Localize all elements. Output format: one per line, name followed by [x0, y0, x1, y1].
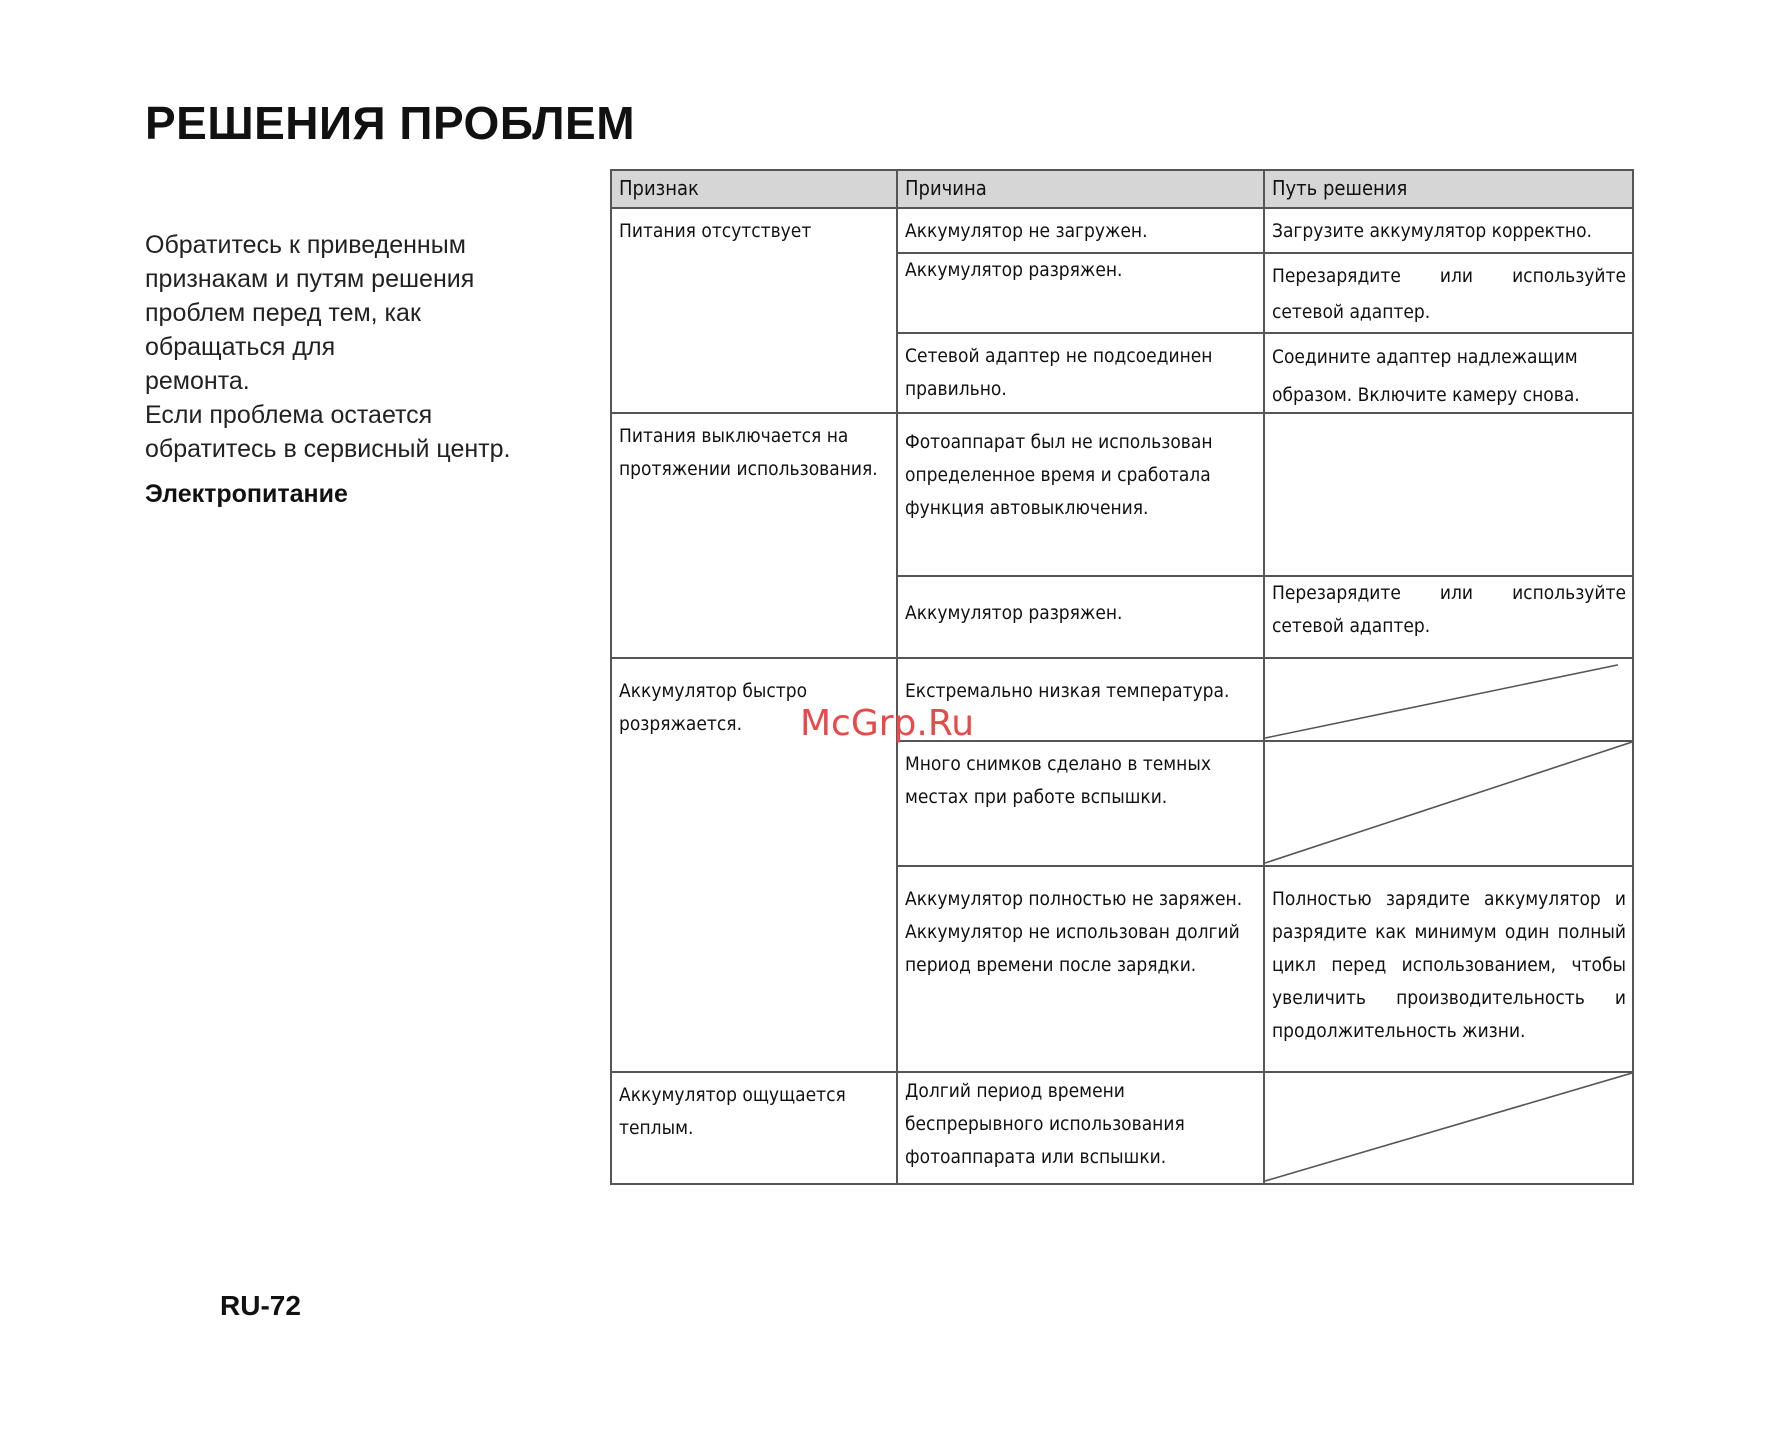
cause-cell: Аккумулятор разряжен.: [898, 577, 1265, 659]
watermark: McGrp.Ru: [800, 703, 975, 744]
diagonal-line: [1265, 1073, 1632, 1185]
intro-line: Обратитесь к приведенным: [145, 231, 466, 259]
cause-cell: Фотоаппарат был не использован определенное время и сработала функция автовыключения.: [898, 414, 1265, 577]
solution-cell-crossed: [1265, 659, 1632, 742]
intro-line: Если проблема остается: [145, 401, 433, 429]
symptom-cell: Питания выключается на протяжении использования.: [612, 414, 898, 659]
solution-cell-crossed: [1265, 1073, 1632, 1185]
symptom-cell: Питания отсутствует: [612, 209, 898, 414]
header-cause: Причина: [898, 171, 1265, 209]
cause-cell: Много снимков сделано в темных местах при работе вспышки.: [898, 742, 1265, 867]
header-solution: Путь решения: [1265, 171, 1632, 209]
cause-cell: Аккумулятор разряжен.: [898, 254, 1265, 334]
cause-cell: Аккумулятор полностью не заряжен. Аккумулятор не использован долгий период времени после зарядки.: [898, 867, 1265, 1073]
cause-cell: Екстремально низкая температура.: [898, 659, 1265, 742]
intro-line: обращаться для: [145, 333, 336, 361]
intro-line: признакам и путям решения: [145, 265, 475, 293]
solution-cell-empty: [1265, 414, 1632, 577]
header-symptom: Признак: [612, 171, 898, 209]
troubleshooting-table: [610, 169, 1634, 1185]
page-number: RU-72: [220, 1290, 301, 1321]
solution-cell: Полностью зарядите аккумулятор и разрядите как минимум один полный цикл перед использованием, чтобы увеличить производительность и продолжительность жизни.: [1265, 867, 1632, 1073]
cause-cell: Аккумулятор не загружен.: [898, 209, 1265, 254]
solution-cell-crossed: [1265, 742, 1632, 867]
solution-cell: Загрузите аккумулятор корректно.: [1265, 209, 1632, 254]
cause-cell: Долгий период времени беспрерывного использования фотоаппарата или вспышки.: [898, 1073, 1265, 1185]
page-title: РЕШЕНИЯ ПРОБЛЕМ: [145, 97, 636, 149]
symptom-cell: Аккумулятор быстро розряжается.: [612, 659, 898, 1073]
solution-cell: Перезарядите или используйте сетевой адаптер.: [1265, 254, 1632, 334]
intro-line: ремонта.: [145, 367, 250, 395]
solution-cell: Перезарядите или используйте сетевой адаптер.: [1265, 577, 1632, 659]
diagonal-line: [1265, 742, 1632, 865]
intro-line: обратитесь в сервисный центр.: [145, 435, 511, 463]
diagonal-line: [1265, 659, 1632, 740]
intro-line: проблем перед тем, как: [145, 299, 421, 327]
solution-cell: Соедините адаптер надлежащим образом. Включите камеру снова.: [1265, 334, 1632, 414]
section-heading: Электропитание: [145, 480, 348, 508]
cause-cell: Сетевой адаптер не подсоединен правильно.: [898, 334, 1265, 414]
symptom-cell: Аккумулятор ощущается теплым.: [612, 1073, 898, 1185]
intro-text: [145, 228, 565, 466]
